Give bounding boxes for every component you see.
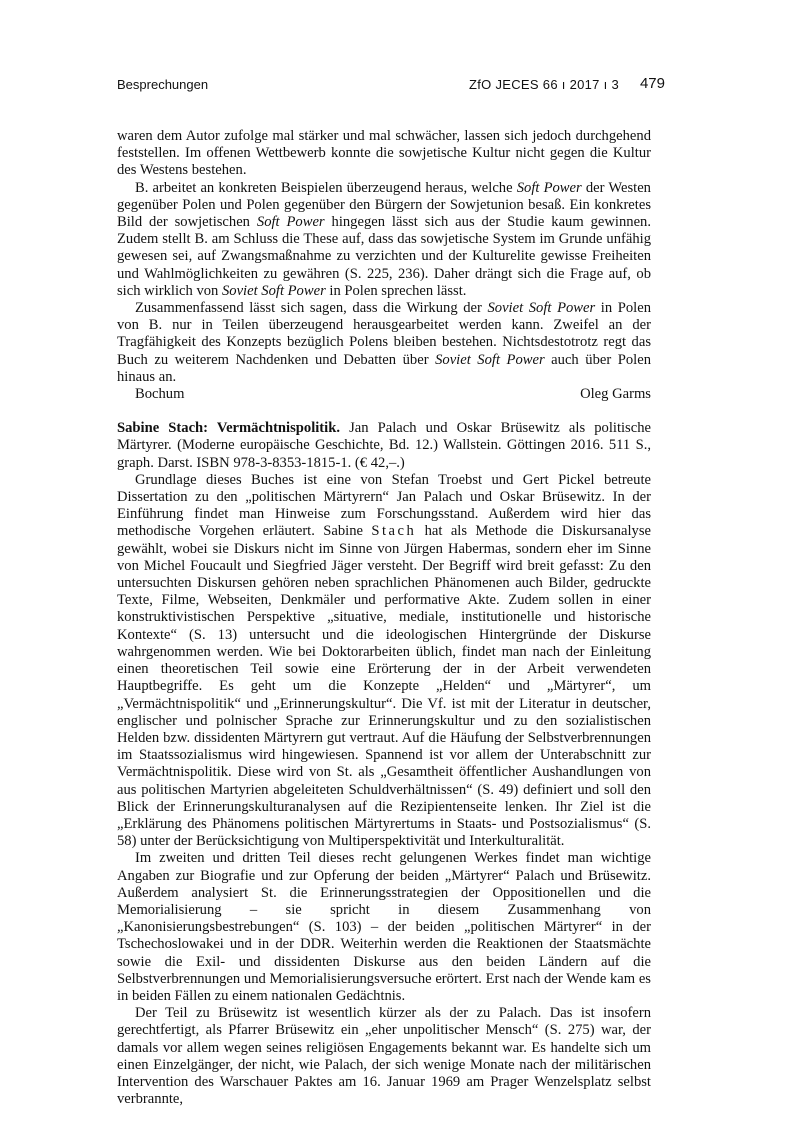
italic-term: Soviet Soft Power [435, 351, 545, 368]
text-run: hat als Methode die Diskursanalyse gewählt, wobei sie Diskurs nicht im Sinne von Jürgen Habermas, sondern eher im Sinne von Michel Foucault und Siegfried Jäger versteht. Der Begriff wird breit gefasst: Zu den untersuchten Diskursen gehören neben sprachlichen Phänomenen auch Bilder, gedruckte Texte, Filme, Webseiten, Denkmäler und performative Akte. Zudem sollen in einer konstruktivistischen Perspektive „situative, mediale, institutionelle und historische Kontexte“ (S. 13) untersucht und die ideologischen Hintergründe der Diskurse wahrgenommen werden. Wie bei Doktorarbeiten üblich, findet man nach der Einleitung einen theoretischen Teil sowie eine Erörterung der in der Arbeit verwendeten Hauptbegriffe. Es geht um die Konzepte „Helden“ und „Märtyrer“, um „Vermächtnispolitik“ und „Erinnerungskultur“. Die Vf. ist mit der Literatur in deutscher, englischer und polnischer Sprache zur Erinnerungskultur und zu den sozialistischen Helden bzw. dissidenten Märtyrern gut vertraut. Auf die Häufung der Selbstverbrennungen im Staatssozialismus wird hingewiesen. Spannend ist vor allem der Unterabschnitt zur Vermächtnispolitik. Diese wird von St. als „Gesamtheit öffentlicher Aushandlungen von aus politischen Martyrien abgeleiteten Schuldverhältnissen“ (S. 49) definiert und soll den Blick der Erinnerungskulturanalysen auf die Rezipientenseite lenken. Ihr Ziel ist die „Erklärung des Phänomens politischen Märtyrertums in Staats- und Postsozialismus“ (S. 58) unter der Berücksichtigung von Multiperspektivität und Interkulturalität. [117, 523, 651, 850]
text-run: in Polen sprechen lässt. [325, 282, 467, 299]
signature-author: Oleg Garms [580, 386, 651, 403]
italic-term: Soft Power [256, 214, 325, 231]
review1-paragraph-3 [117, 300, 651, 386]
review1-paragraph-2 [117, 180, 651, 300]
text-run: B. arbeitet an konkreten Beispielen überzeugend heraus, welche [135, 179, 517, 196]
italic-term: Soft Power [516, 179, 582, 196]
running-header [117, 71, 665, 97]
review2-paragraph-2: Im zweiten und dritten Teil dieses recht gelungenen Werkes findet man wichtige Angaben zur Biografie und zur Opferung der beiden „Märtyrer“ Palach und Brüsewitz. Außerdem analysiert St. die Erinnerungsstrategien der Oppositionellen und die Memorialisierung – sie spricht in diesem Zusammenhang von „Kanonisierungsbestrebungen“ (S. 103) – der beiden „politischen Märtyrer“ in der Tschechoslowakei und in der DDR. Weiterhin werden die Reaktionen der Staatsmächte sowie die Exil- und dissidenten Diskurse aus den beiden Ländern auf die Selbstverbrennungen und Memorialisierungsversuche erörtert. Erst nach der Wende kam es in beiden Fällen zu einem nationalen Gedächtnis. [117, 850, 651, 1004]
review1-signature [117, 386, 651, 403]
review2-heading [117, 420, 651, 472]
section-gap [117, 403, 651, 420]
text-run: Grundlage dieses Buches ist eine von Stefan Troebst und Gert Pickel betreute Dissertation zu den „politischen Märtyrern“ Jan Palach und Oskar Brüsewitz. In der Einführung findet man Hinweise zum Forschungsstand. Außerdem wird hier das methodische Vorgehen erläutert. Sabine [117, 471, 651, 540]
review2-paragraph-3: Der Teil zu Brüsewitz ist wesentlich kürzer als der zu Palach. Das ist insofern gerechtfertigt, als Pfarrer Brüsewitz ein „eher unpolitischer Mensch“ (S. 275) war, der damals vor allem wegen seines religiösen Engagements bekannt war. Es handelte sich um einen Einzelgänger, der nicht, wie Palach, der sich wenige Monate nach der militärischen Intervention des Warschauer Paktes am 16. Januar 1969 am Prager Wenzelsplatz selbst verbrannte, [117, 1005, 651, 1108]
text-run: auch über Polen hinaus an. [117, 351, 651, 385]
review1-paragraph-1: waren dem Autor zufolge mal stärker und mal schwächer, lassen sich jedoch durchgehend feststellen. Im offenen Wettbewerb konnte die sowjetische Kultur nicht gegen die Kultur des Westens bestehen. [117, 128, 651, 179]
text-run: hingegen lässt sich aus der Studie kaum gewinnen. Zudem stellt B. am Schluss die These auf, dass das sowjetische System im Grunde unfähig gewesen sei, auf Zwangsmaßnahme zu verzichten und der Kulturelite gewisse Freiheiten und Wahlmöglichkeiten zu gewähren (S. 225, 236). Daher drängt sich die Frage auf, ob sich wirklich von [117, 214, 651, 299]
italic-term: Soviet Soft Power [221, 282, 326, 299]
text-run: der Westen gegenüber Polen und Polen gegenüber den Bürgern der Sowjetunion besaß. Ein konkretes Bild der sowjetischen [117, 179, 651, 231]
body-text [117, 128, 651, 1108]
journal-label: ZfO JECES 66 ı 2017 ı 3 [469, 77, 619, 92]
text-run: in Polen von B. nur in Teilen überzeugend herausgearbeitet werden kann. Zweifel an der Tragfähigkeit des Konzepts bezüglich Polens bleiben bestehen. Nichtsdestotrotz regt das Buch zu weiterem Nachdenken und Debatten über [117, 300, 652, 368]
review2-paragraph-1 [117, 472, 651, 850]
text-run: Zusammenfassend lässt sich sagen, dass die Wirkung der [135, 300, 488, 317]
author-surname: Stach [371, 523, 417, 540]
page-number: 479 [639, 75, 665, 92]
italic-term: Soviet Soft Power [487, 300, 596, 317]
signature-place: Bochum [135, 386, 185, 403]
section-label: Besprechungen [117, 77, 209, 92]
review2-title: Sabine Stach: Vermächtnispolitik. [117, 420, 340, 437]
review2-bibliography: Jan Palach und Oskar Brüsewitz als politische Märtyrer. (Moderne europäische Geschichte, Bd. 12.) Wallstein. Göttingen 2016. 511 S., graph. Darst. ISBN 978-3-8353-1815-1. (€ 42,–.) [117, 420, 651, 471]
